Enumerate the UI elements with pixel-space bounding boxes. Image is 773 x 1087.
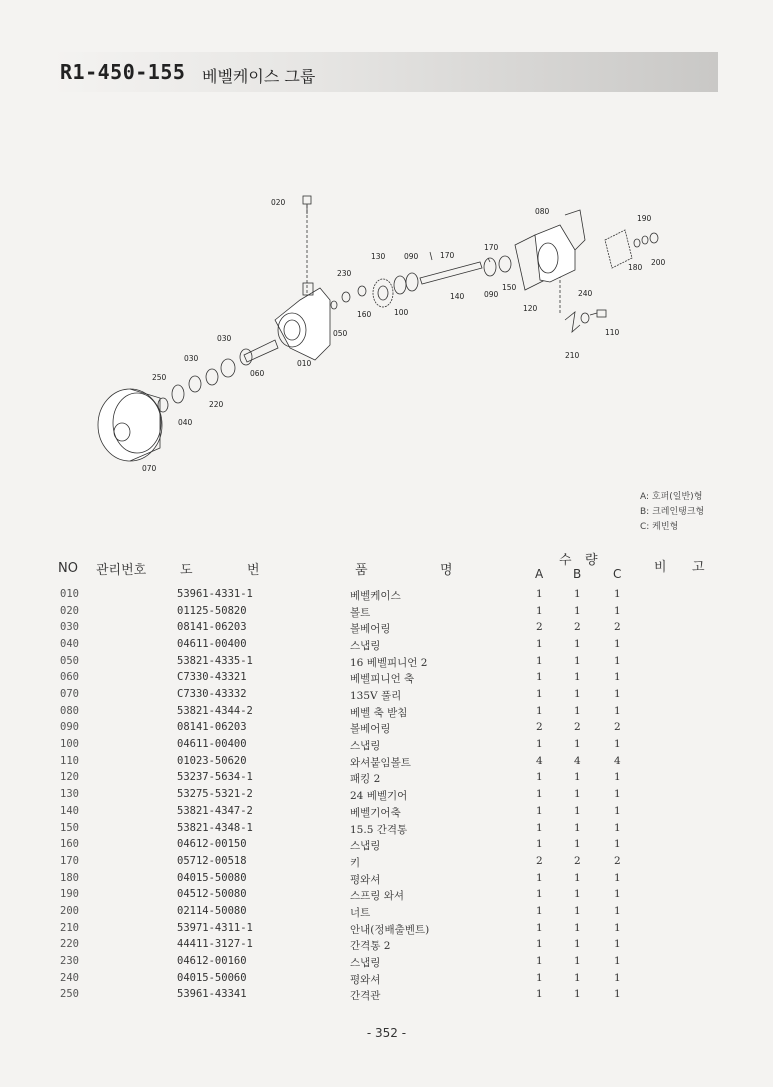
row-part-number: C7330-43332 [177,688,247,701]
row-part-number: 53821-4347-2 [177,804,253,817]
row-qty-c: 1 [614,871,621,884]
row-qty-b: 1 [574,588,581,600]
svg-text:010: 010 [297,359,312,368]
row-no: 020 [60,604,79,617]
row-qty-b: 2 [574,721,581,734]
row-no: 190 [60,888,79,901]
row-part-name: 안내(정배출벤트) [350,923,430,936]
row-qty-b: 1 [574,904,581,917]
table-row [0,888,773,905]
row-no: 130 [60,788,79,801]
table-row [0,922,773,939]
row-part-number: 05712-00518 [177,854,247,867]
row-qty-c: 1 [614,688,621,701]
col-header-qty-2: 량 [585,553,598,568]
row-part-name: 15.5 간격통 [350,823,408,836]
row-qty-c: 1 [614,588,621,600]
table-row [0,822,773,839]
svg-text:030: 030 [184,354,199,363]
svg-text:100: 100 [394,308,409,317]
row-qty-b: 1 [574,788,581,801]
svg-text:040: 040 [178,418,193,427]
row-qty-a: 1 [536,638,543,651]
row-no: 220 [60,938,79,951]
svg-text:090: 090 [404,252,419,261]
table-row [0,872,773,889]
row-qty-c: 1 [614,888,621,901]
row-part-name: 135V 풀리 [350,690,402,703]
table-row [0,955,773,972]
row-qty-a: 4 [536,754,543,767]
row-part-number: 04611-00400 [177,738,247,751]
table-row [0,705,773,722]
row-qty-a: 1 [536,671,543,684]
table-row [0,788,773,805]
row-part-number: 04015-50060 [177,971,247,984]
row-qty-b: 1 [574,771,581,784]
svg-text:200: 200 [651,258,666,267]
row-qty-c: 1 [614,771,621,784]
row-part-name: 스냅링 [350,640,381,653]
variant-legend [640,490,704,535]
table-row [0,655,773,672]
group-code: R1-450-155 [60,60,186,84]
row-qty-c: 1 [614,654,621,667]
row-no: 140 [60,804,79,817]
row-qty-c: 4 [614,754,621,767]
col-header-note-1: 비 [654,560,667,575]
table-row [0,905,773,922]
row-no: 060 [60,671,79,684]
row-no: 090 [60,721,79,734]
row-qty-a: 1 [536,771,543,784]
row-part-number: 44411-3127-1 [177,938,253,951]
table-row [0,805,773,822]
row-qty-b: 1 [574,704,581,717]
row-qty-c: 1 [614,938,621,951]
row-qty-a: 2 [536,854,543,867]
legend-item-a: A: 호퍼(일반)형 [640,492,703,502]
row-no: 210 [60,921,79,934]
row-part-number: 53237-5634-1 [177,771,253,784]
row-part-name: 스프링 와셔 [350,890,405,903]
row-qty-b: 1 [574,838,581,851]
table-row [0,605,773,622]
row-qty-b: 1 [574,654,581,667]
row-qty-c: 1 [614,954,621,967]
row-part-name: 볼베어링 [350,623,391,636]
svg-text:130: 130 [371,252,386,261]
row-part-name: 스냅링 [350,740,381,753]
svg-text:160: 160 [357,310,372,319]
row-part-number: 53821-4348-1 [177,821,253,834]
row-qty-c: 2 [614,621,621,634]
row-qty-b: 1 [574,604,581,617]
row-part-number: 01023-50620 [177,754,247,767]
row-qty-a: 1 [536,788,543,801]
row-no: 160 [60,838,79,851]
row-part-number: 53275-5321-2 [177,788,253,801]
page-number: - 352 - [366,1026,407,1040]
row-qty-c: 1 [614,988,621,1001]
row-part-name: 스냅링 [350,956,381,969]
svg-text:140: 140 [450,292,465,301]
legend-item-b: B: 크레인탱크형 [640,507,705,517]
svg-text:070: 070 [142,464,157,473]
row-part-number: 04015-50080 [177,871,247,884]
row-part-name: 24 베벨기어 [350,790,408,803]
row-qty-b: 1 [574,688,581,701]
row-qty-a: 1 [536,738,543,751]
col-header-drawing-2: 번 [247,563,260,578]
row-part-number: 53961-43341 [177,988,247,1001]
row-qty-b: 1 [574,954,581,967]
row-part-name: 간격통 2 [350,940,391,953]
row-no: 120 [60,771,79,784]
svg-text:080: 080 [535,207,550,216]
row-qty-a: 1 [536,838,543,851]
svg-text:090: 090 [484,290,499,299]
row-qty-a: 1 [536,921,543,934]
table-row [0,972,773,989]
row-no: 200 [60,904,79,917]
svg-text:240: 240 [578,289,593,298]
svg-text:120: 120 [523,304,538,313]
row-part-number: 53971-4311-1 [177,921,253,934]
row-part-name: 스냅링 [350,840,381,853]
row-no: 080 [60,704,79,717]
row-qty-a: 1 [536,954,543,967]
row-part-number: 53821-4344-2 [177,704,253,717]
row-qty-b: 1 [574,821,581,834]
table-row [0,938,773,955]
row-qty-c: 1 [614,704,621,717]
row-qty-b: 2 [574,854,581,867]
row-qty-a: 1 [536,988,543,1001]
col-header-note-2: 고 [692,560,705,575]
row-part-number: 53961-4331-1 [177,588,253,600]
col-header-b: B [573,567,582,581]
row-qty-a: 1 [536,804,543,817]
row-qty-a: 1 [536,888,543,901]
row-part-name: 평와셔 [350,973,381,986]
col-header-qty-1: 수 [559,553,572,568]
row-qty-b: 1 [574,871,581,884]
svg-text:180: 180 [628,263,643,272]
row-qty-c: 1 [614,904,621,917]
col-header-drawing-1: 도 [180,563,193,578]
row-qty-b: 1 [574,888,581,901]
legend-item-c: C: 케빈형 [640,522,679,532]
svg-text:030: 030 [217,334,232,343]
row-qty-c: 1 [614,671,621,684]
row-qty-b: 2 [574,621,581,634]
svg-text:150: 150 [502,283,517,292]
table-row [0,838,773,855]
svg-text:210: 210 [565,351,580,360]
row-no: 050 [60,654,79,667]
row-part-name: 베벨케이스 [350,590,401,602]
table-row [0,621,773,638]
row-qty-c: 2 [614,721,621,734]
row-qty-b: 1 [574,938,581,951]
table-row [0,688,773,705]
col-header-a: A [535,567,544,581]
row-no: 110 [60,754,79,767]
table-row [0,755,773,772]
row-part-number: 02114-50080 [177,904,247,917]
row-qty-c: 1 [614,971,621,984]
row-part-name: 16 베벨피니언 2 [350,656,428,669]
row-qty-a: 1 [536,904,543,917]
row-qty-a: 1 [536,654,543,667]
row-part-number: C7330-43321 [177,671,247,684]
row-qty-c: 2 [614,854,621,867]
svg-text:060: 060 [250,369,265,378]
svg-text:020: 020 [271,198,286,207]
col-header-mgmt: 관리번호 [96,563,147,578]
row-part-name: 키 [350,856,361,869]
row-qty-b: 1 [574,971,581,984]
row-qty-a: 1 [536,704,543,717]
svg-text:220: 220 [209,400,224,409]
row-qty-a: 2 [536,621,543,634]
table-row [0,738,773,755]
row-qty-a: 2 [536,721,543,734]
row-part-name: 너트 [350,906,371,919]
row-part-name: 볼트 [350,606,371,619]
svg-text:170: 170 [484,243,499,252]
row-qty-a: 1 [536,688,543,701]
row-qty-a: 1 [536,604,543,617]
row-qty-b: 1 [574,671,581,684]
row-part-name: 평와셔 [350,873,381,886]
svg-text:170: 170 [440,251,455,260]
row-no: 230 [60,954,79,967]
row-part-number: 08141-06203 [177,621,247,634]
svg-text:230: 230 [337,269,352,278]
row-qty-b: 1 [574,738,581,751]
row-qty-a: 1 [536,871,543,884]
table-row [0,771,773,788]
svg-text:190: 190 [637,214,652,223]
row-part-name: 간격관 [350,990,381,1003]
row-qty-c: 1 [614,821,621,834]
row-no: 150 [60,821,79,834]
row-part-number: 08141-06203 [177,721,247,734]
row-qty-b: 1 [574,921,581,934]
row-qty-c: 1 [614,738,621,751]
table-row [0,638,773,655]
row-no: 030 [60,621,79,634]
row-no: 170 [60,854,79,867]
row-qty-a: 1 [536,588,543,600]
row-part-name: 베벨기어축 [350,806,401,819]
group-name: 베벨케이스 그룹 [202,67,316,86]
row-part-name: 베벨 축 받침 [350,706,408,719]
col-header-name-2: 명 [440,563,453,578]
row-part-number: 04512-50080 [177,888,247,901]
row-qty-b: 1 [574,638,581,651]
row-qty-c: 1 [614,638,621,651]
row-qty-a: 1 [536,821,543,834]
row-part-name: 볼베어링 [350,723,391,736]
row-qty-a: 1 [536,971,543,984]
row-part-name: 와셔붙임볼트 [350,756,411,769]
table-row [0,988,773,1005]
row-qty-c: 1 [614,838,621,851]
col-header-c: C [613,567,622,581]
row-qty-c: 1 [614,604,621,617]
row-qty-c: 1 [614,804,621,817]
row-no: 180 [60,871,79,884]
row-no: 010 [60,588,79,600]
row-part-number: 01125-50820 [177,604,247,617]
row-qty-a: 1 [536,938,543,951]
row-no: 070 [60,688,79,701]
row-qty-b: 1 [574,804,581,817]
col-header-no: NO [58,561,78,576]
row-no: 040 [60,638,79,651]
row-no: 240 [60,971,79,984]
col-header-name-1: 품 [355,563,368,578]
row-part-name: 베벨피니언 축 [350,673,415,686]
table-row [0,588,773,605]
row-qty-b: 1 [574,988,581,1001]
row-part-name: 패킹 2 [350,773,381,786]
row-qty-c: 1 [614,788,621,801]
svg-text:050: 050 [333,329,348,338]
row-part-number: 04612-00150 [177,838,247,851]
table-row [0,721,773,738]
row-part-number: 04612-00160 [177,954,247,967]
row-part-number: 53821-4335-1 [177,654,253,667]
row-qty-c: 1 [614,921,621,934]
row-part-number: 04611-00400 [177,638,247,651]
svg-text:250: 250 [152,373,167,382]
row-qty-b: 4 [574,754,581,767]
svg-text:110: 110 [605,328,620,337]
table-row [0,671,773,688]
table-row [0,855,773,872]
row-no: 250 [60,988,79,1001]
row-no: 100 [60,738,79,751]
